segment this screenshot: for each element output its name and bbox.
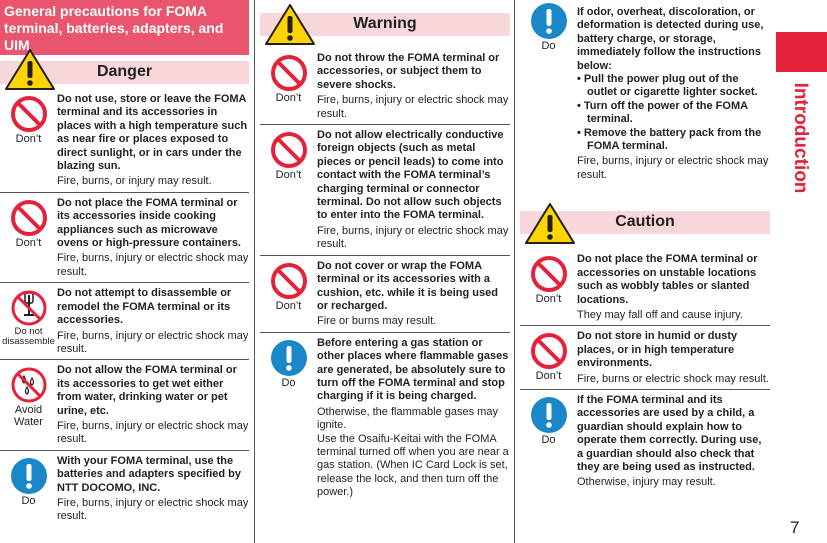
item-note: Fire, burns, injury or electric shock may result. — [57, 329, 249, 355]
section-tab-marker — [776, 32, 827, 72]
danger-banner — [0, 55, 249, 89]
avoid-water-icon — [10, 366, 48, 404]
list-item — [520, 394, 770, 493]
item-heading: Before entering a gas station or other places where flammable gases are generated, be absolutely sure to turn off the FOMA terminal and stop charging if it is being charged. — [317, 336, 509, 403]
bullet-item: • Remove the battery pack from the FOMA terminal. — [577, 126, 762, 153]
item-note: Otherwise, the flammable gases may ignite. — [317, 405, 498, 432]
symbol-caption: Do not disassemble — [2, 326, 55, 348]
prohibit-icon — [270, 54, 308, 92]
item-note: Fire, burns, injury or electric shock may result. — [317, 224, 509, 251]
item-heading: If the FOMA terminal and its accessories are used by a child, a guardian should explain how to operate them correctly. During use, a guardian should also check that they are being used as instructed. — [577, 393, 762, 473]
item-heading: Do not allow the FOMA terminal or its accessories to get wet either from water, drinking water or pet urine, etc. — [57, 364, 237, 417]
list-item — [0, 364, 249, 450]
symbol-caption: Don’t — [275, 169, 302, 182]
prohibit-icon — [530, 255, 568, 293]
list-item — [0, 455, 249, 527]
list-item — [0, 93, 249, 193]
list-item — [520, 0, 770, 185]
bullet-item: • Turn off the power of the FOMA terminal. — [577, 99, 748, 126]
item-note: Fire, burns, injury or electric shock may result. — [57, 496, 249, 523]
item-heading: Do not allow electrically conductive foreign objects (such as metal pieces or pencil leads) to come into contact with the FOMA terminal’s charging terminal or connector terminal. Do not allow such objects to enter into the FOMA terminal. — [317, 129, 504, 222]
item-heading: Do not throw the FOMA terminal or accessories, or subject them to severe shocks. — [317, 52, 500, 91]
item-note: Fire, burns, injury or electric shock may result. — [317, 94, 509, 120]
item-heading: Do not place the FOMA terminal or accessories on unstable locations such as wobbly tables or slanted locations. — [577, 253, 758, 306]
column-3 — [520, 0, 770, 493]
list-item — [520, 330, 770, 390]
item-heading: Do not use, store or leave the FOMA terminal and its accessories in places with a high temperature such as near fire or places exposed to direct sunlight, or in cars under the blazing sun. — [57, 93, 248, 173]
symbol-caption: Don’t — [535, 370, 562, 383]
item-note: Fire, burns or electric shock may result. — [577, 372, 769, 385]
column-divider — [254, 0, 255, 543]
prohibit-icon — [530, 332, 568, 370]
item-note: Otherwise, injury may result. — [577, 476, 716, 489]
symbol-caption: Don’t — [275, 299, 302, 312]
symbol-caption: Don’t — [15, 236, 42, 249]
warning-label: Warning — [353, 15, 417, 32]
item-note: Fire, burns, injury or electric shock may result. — [57, 419, 249, 446]
item-heading: Do not cover or wrap the FOMA terminal or its accessories with a cushion, etc. while it is being used or recharged. — [317, 259, 498, 312]
column-divider — [514, 0, 515, 543]
prohibit-icon — [270, 131, 308, 169]
do-icon — [530, 396, 568, 434]
item-note: Fire, burns, injury or electric shock may result. — [57, 252, 249, 278]
prohibit-icon — [10, 95, 48, 133]
do-icon — [10, 457, 48, 495]
prohibit-icon — [270, 262, 308, 300]
symbol-caption: Avoid Water — [14, 404, 43, 429]
item-note-2: Use the Osaifu-Keitai with the FOMA terminal turned off when you are near a gas station. (When IC Card Lock is set, release the lock, and then turn off the power.) — [317, 432, 509, 499]
list-item — [260, 260, 510, 333]
do-icon — [530, 2, 568, 40]
symbol-caption: Don’t — [275, 92, 302, 104]
no-disassemble-icon — [10, 289, 48, 327]
symbol-caption: Do — [281, 376, 296, 389]
warning-banner — [260, 0, 510, 48]
item-heading: Do not store in humid or dusty places, or in high temperature environments. — [577, 330, 738, 370]
item-heading: Do not attempt to disassemble or remodel the FOMA terminal or its accessories. — [57, 287, 232, 327]
do-icon — [270, 339, 308, 377]
list-item — [0, 287, 249, 360]
column-1 — [0, 0, 249, 527]
symbol-caption: Do — [541, 40, 556, 52]
section-title: General precautions for FOMA terminal, batteries, adapters, and UIM — [0, 0, 249, 55]
list-item — [0, 197, 249, 283]
item-note: They may fall off and cause injury. — [577, 308, 743, 321]
item-heading: Do not place the FOMA terminal or its accessories inside cooking appliances such as microwave ovens or high-pressure containers. — [57, 196, 241, 250]
list-item — [260, 129, 510, 256]
symbol-caption: Don’t — [15, 133, 42, 145]
item-note: Fire or burns may result. — [317, 315, 437, 328]
bullet-item: • Pull the power plug out of the outlet or cigarette lighter socket. — [577, 73, 758, 99]
symbol-caption: Don’t — [535, 293, 562, 306]
danger-label: Danger — [96, 63, 153, 80]
prohibit-icon — [10, 199, 48, 237]
list-item — [260, 52, 510, 125]
column-2 — [260, 0, 510, 503]
symbol-caption: Do — [21, 494, 36, 507]
list-item — [520, 253, 770, 326]
list-item — [260, 337, 510, 503]
symbol-caption: Do — [541, 433, 556, 446]
item-note: Fire, burns, or injury may result. — [57, 175, 212, 188]
item-heading: If odor, overheat, discoloration, or deformation is detected during use, battery charge, or storage, immediately follow the instructions below: — [577, 6, 764, 72]
caution-label: Caution — [615, 213, 675, 231]
page-number: 7 — [790, 518, 800, 537]
item-note: Fire, burns, injury or electric shock may result. — [577, 155, 769, 181]
caution-banner — [520, 199, 770, 249]
item-heading: With your FOMA terminal, use the batteries and adapters specified by NTT DOCOMO, INC. — [57, 454, 242, 494]
section-tab-label: Introduction — [790, 82, 811, 194]
